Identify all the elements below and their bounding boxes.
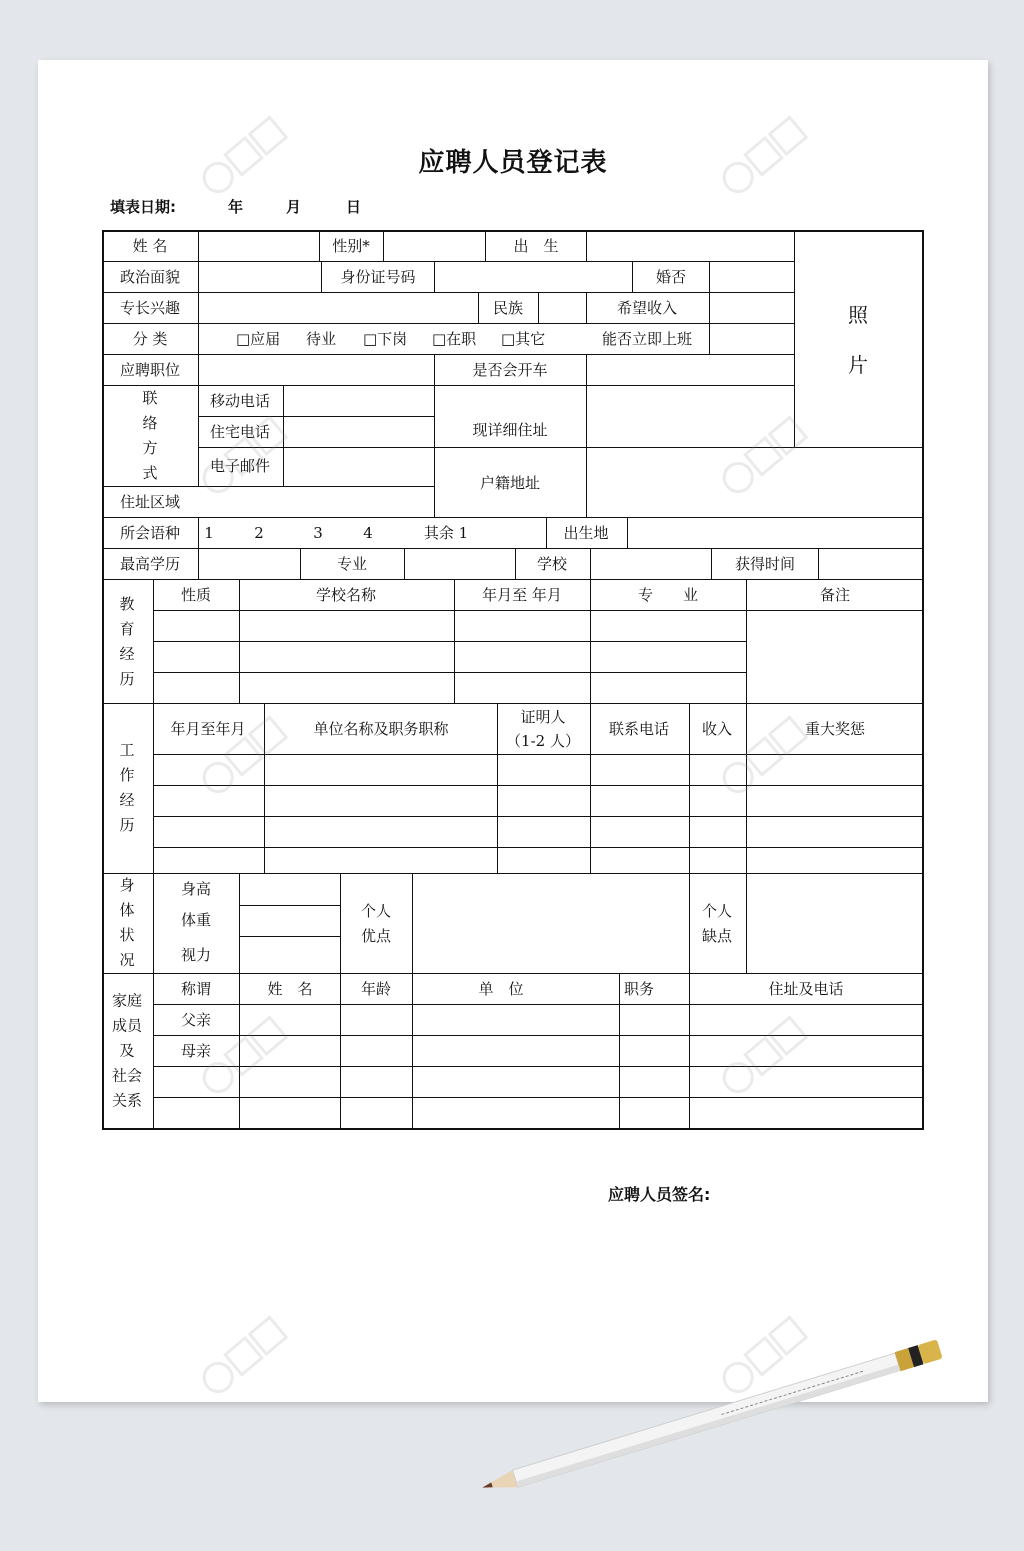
form-sheet xyxy=(38,60,988,1402)
work-header-income: 收入 xyxy=(701,719,733,738)
photo-char-2: 片 xyxy=(848,353,868,377)
label-marital: 婚否 xyxy=(655,267,687,286)
contact-char-2: 络 xyxy=(142,414,158,432)
signature-label: 应聘人员签名: xyxy=(608,1185,711,1204)
fill-date-day[interactable]: 日 xyxy=(346,198,362,216)
strengths-line-1: 个人 xyxy=(360,902,391,920)
photo-char-1: 照 xyxy=(848,303,868,327)
family-line-3: 及 xyxy=(119,1041,135,1060)
education-section-label xyxy=(117,592,137,692)
weaknesses-line-2: 缺点 xyxy=(701,927,732,945)
language-option-3[interactable]: 3 xyxy=(313,523,323,542)
contact-char-4: 式 xyxy=(142,464,158,482)
watermark-icon xyxy=(190,1000,300,1110)
category-option-employed[interactable]: □在职 xyxy=(432,329,477,348)
contact-char-3: 方 xyxy=(142,439,158,457)
language-option-4[interactable]: 4 xyxy=(363,523,373,542)
work-section-label xyxy=(117,738,137,838)
label-degree: 最高学历 xyxy=(119,554,181,573)
work-header-reference-count: （1-2 人） xyxy=(506,731,580,750)
family-header-company: 单 位 xyxy=(478,979,524,998)
health-char-4: 况 xyxy=(119,951,135,969)
label-specialty: 专长兴趣 xyxy=(119,298,181,317)
label-birth: 出 生 xyxy=(513,236,559,255)
work-char-2: 作 xyxy=(119,766,135,784)
watermark-icon xyxy=(190,400,300,510)
label-can-drive: 是否会开车 xyxy=(472,360,548,379)
label-strengths xyxy=(356,899,396,949)
photo-box[interactable] xyxy=(848,290,868,390)
label-address: 现详细住址 xyxy=(472,420,548,439)
work-header-phone: 联系电话 xyxy=(608,719,670,738)
family-header-relation: 称谓 xyxy=(180,979,212,998)
registration-table xyxy=(102,230,924,1130)
family-header-age: 年龄 xyxy=(360,979,392,998)
label-obtained: 获得时间 xyxy=(734,554,796,573)
work-header-period: 年月至年月 xyxy=(170,719,246,738)
edu-char-3: 经 xyxy=(119,645,135,663)
label-gender: 性别* xyxy=(332,236,370,255)
family-mother: 母亲 xyxy=(180,1041,212,1060)
watermark-icon xyxy=(710,1000,820,1110)
label-area: 住址区域 xyxy=(119,492,181,511)
label-school: 学校 xyxy=(536,554,568,573)
work-header-reference: 证明人 xyxy=(520,707,566,726)
watermark-icon xyxy=(190,100,300,210)
label-name: 姓 名 xyxy=(132,236,168,255)
family-header-title: 职务 xyxy=(623,979,655,998)
fill-date-year[interactable]: 年 xyxy=(228,198,244,216)
health-section-label xyxy=(117,873,137,973)
label-vision: 视力 xyxy=(180,945,212,964)
edu-header-period: 年月至 年月 xyxy=(482,585,562,604)
label-category: 分 类 xyxy=(132,329,168,348)
label-political: 政治面貌 xyxy=(119,267,181,286)
category-option-waiting[interactable]: 待业 xyxy=(306,329,337,348)
category-option-other[interactable]: □其它 xyxy=(501,329,546,348)
strengths-line-2: 优点 xyxy=(360,927,391,945)
family-section-label xyxy=(107,989,147,1114)
family-line-2: 成员 xyxy=(111,1016,142,1035)
label-birthplace: 出生地 xyxy=(563,523,609,542)
label-language: 所会语种 xyxy=(119,523,181,542)
label-weaknesses xyxy=(697,899,737,949)
pencil-icon xyxy=(460,1330,960,1510)
edu-header-remarks: 备注 xyxy=(819,585,851,604)
label-major: 专业 xyxy=(336,554,368,573)
fill-date-label: 填表日期: xyxy=(110,198,176,216)
edu-header-major: 专 业 xyxy=(637,585,699,604)
family-header-address: 住址及电话 xyxy=(768,979,844,998)
label-hukou: 户籍地址 xyxy=(479,473,541,492)
health-char-1: 身 xyxy=(119,876,135,894)
label-height: 身高 xyxy=(180,879,212,898)
watermark-icon xyxy=(710,100,820,210)
label-weight: 体重 xyxy=(180,910,212,929)
family-line-1: 家庭 xyxy=(111,991,142,1010)
family-header-name: 姓 名 xyxy=(267,979,313,998)
fill-date-month[interactable]: 月 xyxy=(286,198,302,216)
label-position: 应聘职位 xyxy=(119,360,181,379)
work-char-3: 经 xyxy=(119,791,135,809)
health-char-2: 体 xyxy=(119,901,135,919)
category-option-laidoff[interactable]: □下岗 xyxy=(363,329,408,348)
label-ethnicity: 民族 xyxy=(492,298,524,317)
page-title: 应聘人员登记表 xyxy=(418,148,608,178)
watermark-icon xyxy=(710,400,820,510)
work-header-awards: 重大奖惩 xyxy=(804,719,866,738)
label-start-now: 能否立即上班 xyxy=(601,329,693,348)
language-option-2[interactable]: 2 xyxy=(254,523,264,542)
label-email: 电子邮件 xyxy=(209,456,271,475)
work-char-4: 历 xyxy=(119,816,135,834)
contact-char-1: 联 xyxy=(142,389,158,407)
watermark-icon xyxy=(710,700,820,810)
edu-header-nature: 性质 xyxy=(180,585,212,604)
family-line-5: 关系 xyxy=(111,1091,142,1110)
health-char-3: 状 xyxy=(119,926,135,944)
label-salary: 希望收入 xyxy=(616,298,678,317)
language-other[interactable]: 其余 1 xyxy=(423,523,469,542)
family-father: 父亲 xyxy=(180,1010,212,1029)
family-line-4: 社会 xyxy=(111,1066,142,1085)
work-header-company: 单位名称及职务职称 xyxy=(313,719,449,738)
language-option-1[interactable]: 1 xyxy=(204,523,214,542)
watermark-icon xyxy=(190,700,300,810)
edu-char-2: 育 xyxy=(119,620,135,638)
category-option-fresh[interactable]: □应届 xyxy=(236,329,281,348)
edu-char-4: 历 xyxy=(119,670,135,688)
edu-char-1: 教 xyxy=(119,595,135,613)
watermark-icon xyxy=(190,1300,300,1410)
contact-section-label xyxy=(140,386,160,486)
label-id-number: 身份证号码 xyxy=(340,267,416,286)
weaknesses-line-1: 个人 xyxy=(701,902,732,920)
label-home-phone: 住宅电话 xyxy=(209,422,271,441)
edu-header-school: 学校名称 xyxy=(315,585,377,604)
label-mobile: 移动电话 xyxy=(209,391,271,410)
work-char-1: 工 xyxy=(119,741,135,759)
